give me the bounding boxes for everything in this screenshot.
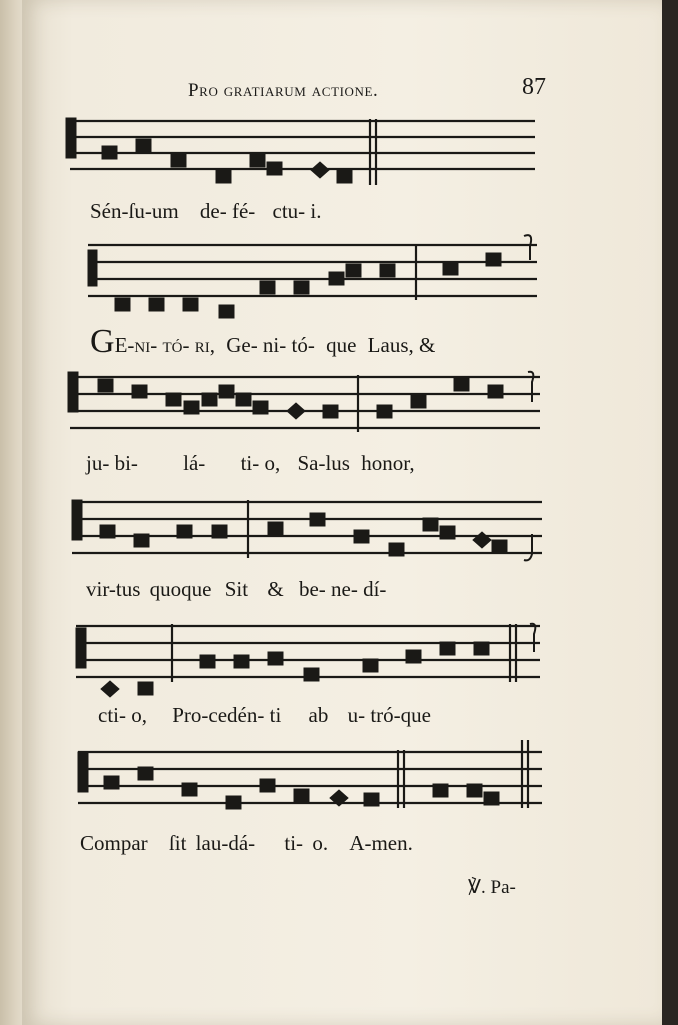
note <box>182 783 197 796</box>
note <box>253 401 268 414</box>
note <box>443 262 458 275</box>
note <box>389 543 404 556</box>
note <box>184 401 199 414</box>
syllable: lá- <box>183 451 206 475</box>
chant-notation <box>22 0 662 1025</box>
rhombus-note <box>287 403 305 419</box>
staff-system-4 <box>72 500 542 560</box>
note <box>260 281 275 294</box>
note <box>260 779 275 792</box>
syllable: o. <box>312 831 329 855</box>
lyric-line-5 <box>98 703 431 728</box>
note <box>380 264 395 277</box>
note <box>104 776 119 789</box>
note <box>474 642 489 655</box>
versicle-catchword: ℣. Pa- <box>468 877 516 898</box>
note <box>212 525 227 538</box>
syllable: ti- o, <box>240 451 281 475</box>
syllable: ctu- i. <box>272 199 322 223</box>
syllable: lau-dá- <box>195 831 256 855</box>
note <box>337 170 352 183</box>
note <box>406 650 421 663</box>
note <box>440 642 455 655</box>
syllable: A-men. <box>349 831 413 855</box>
note <box>488 385 503 398</box>
note <box>166 393 181 406</box>
syllable: be- ne- dí- <box>298 577 387 601</box>
syllable: Sén-ſu-um <box>90 199 179 223</box>
c-clef-icon <box>68 372 78 412</box>
note <box>98 379 113 392</box>
note <box>268 522 283 535</box>
note <box>250 154 265 167</box>
syllable: Pro-cedén- ti <box>172 703 282 727</box>
note <box>202 393 217 406</box>
note <box>294 789 309 802</box>
note <box>294 281 309 294</box>
book-page <box>22 0 662 1025</box>
rhombus-note <box>311 162 329 178</box>
lyric-line-3 <box>86 451 415 476</box>
note <box>236 393 251 406</box>
note <box>484 792 499 805</box>
custos-icon <box>524 534 532 560</box>
note <box>134 534 149 547</box>
note <box>310 513 325 526</box>
note <box>364 793 379 806</box>
note <box>234 655 249 668</box>
note <box>323 405 338 418</box>
syllable: ab <box>308 703 329 727</box>
c-clef-icon <box>88 250 97 286</box>
note <box>200 655 215 668</box>
syllable: & <box>267 577 284 601</box>
note <box>363 659 378 672</box>
custos-icon <box>530 624 535 652</box>
note <box>226 796 241 809</box>
note <box>492 540 507 553</box>
note <box>132 385 147 398</box>
note <box>440 526 455 539</box>
staff-system-2 <box>88 235 537 318</box>
note <box>149 298 164 311</box>
syllable: Ge- ni- tó- <box>226 333 315 357</box>
note <box>219 385 234 398</box>
syllable: vir-tus <box>86 577 141 601</box>
syllable: ju- bi- <box>86 451 138 475</box>
note <box>138 682 153 695</box>
syllable: Sit <box>224 577 249 601</box>
note <box>486 253 501 266</box>
staff-system-3 <box>68 372 540 432</box>
running-head: Pro gratiarum actione. <box>188 80 379 101</box>
note <box>216 170 231 183</box>
note <box>329 272 344 285</box>
note <box>177 525 192 538</box>
syllable: que <box>326 333 357 357</box>
syllable: de- fé- <box>199 199 256 223</box>
syllable: Compar <box>80 831 148 855</box>
note <box>138 767 153 780</box>
syllable: u- tró-que <box>347 703 431 727</box>
syllable: ti- <box>284 831 304 855</box>
page-number: 87 <box>522 74 546 100</box>
note <box>377 405 392 418</box>
note <box>411 395 426 408</box>
lyric-line-4 <box>86 577 386 602</box>
note <box>136 139 151 152</box>
note <box>304 668 319 681</box>
note <box>102 146 117 159</box>
c-clef-icon <box>76 628 86 668</box>
syllable: Laus, & <box>367 333 436 357</box>
lyric-line-6 <box>80 831 413 856</box>
note <box>268 652 283 665</box>
note <box>183 298 198 311</box>
note <box>100 525 115 538</box>
custos-icon <box>524 235 531 260</box>
staff-system-1 <box>66 118 535 185</box>
syllable: E-ni- tó- ri, <box>114 333 215 357</box>
note <box>267 162 282 175</box>
note <box>115 298 130 311</box>
note <box>219 305 234 318</box>
note <box>171 154 186 167</box>
note <box>346 264 361 277</box>
lyric-line-1 <box>90 199 322 224</box>
staff-system-6 <box>78 740 542 809</box>
c-clef-icon <box>72 500 82 540</box>
note <box>467 784 482 797</box>
syllable: ſit <box>168 831 187 855</box>
syllable: honor, <box>361 451 415 475</box>
note <box>433 784 448 797</box>
rhombus-note <box>101 681 119 697</box>
note <box>454 378 469 391</box>
c-clef-icon <box>66 118 76 158</box>
lyric-line-2 <box>90 325 435 359</box>
staff-system-5 <box>76 624 540 697</box>
c-clef-icon <box>78 752 88 792</box>
note <box>354 530 369 543</box>
drop-capital: G <box>90 323 115 360</box>
syllable: Sa-lus <box>297 451 350 475</box>
note <box>423 518 438 531</box>
rhombus-note <box>473 532 491 548</box>
syllable: quoque <box>149 577 212 601</box>
syllable: cti- o, <box>98 703 147 727</box>
